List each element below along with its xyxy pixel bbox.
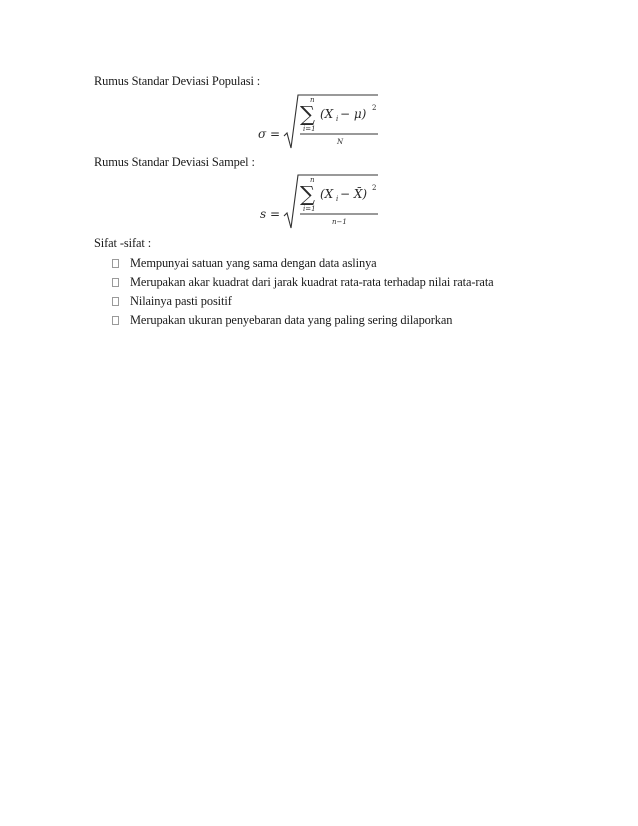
sample-heading: Rumus Standar Deviasi Sampel : (94, 155, 255, 169)
list-item-text: Nilainya pasti positif (130, 294, 232, 308)
sample-formula-term: (X (320, 187, 334, 201)
population-formula-lower-limit: i=1 (303, 125, 316, 133)
population-formula-denominator: N (337, 138, 344, 146)
sample-formula-power: 2 (372, 184, 377, 192)
population-formula-term-rest: − μ) (340, 107, 367, 121)
checkbox-bullet-icon (112, 297, 119, 306)
population-formula (258, 92, 383, 152)
checkbox-bullet-icon (112, 278, 119, 287)
list-item-text: Merupakan akar kuadrat dari jarak kuadrat rata-rata terhadap nilai rata-rata (130, 275, 494, 289)
checkbox-bullet-icon (112, 259, 119, 268)
sample-formula-lower-limit: i=1 (303, 205, 316, 213)
population-formula-subscript: i (336, 115, 339, 123)
sample-formula-lhs: s = (260, 207, 281, 221)
population-formula-lhs: σ = (258, 127, 281, 141)
population-formula-term: (X (320, 107, 334, 121)
population-heading: Rumus Standar Deviasi Populasi : (94, 74, 261, 88)
checkbox-bullet-icon (112, 316, 119, 325)
sample-formula-sigma: ∑ (300, 182, 315, 206)
sample-formula-radical (284, 175, 378, 228)
population-formula-upper-limit: n (310, 96, 315, 104)
population-formula-sigma: ∑ (300, 102, 315, 126)
population-formula-radical (284, 95, 378, 148)
sample-formula-subscript: i (336, 195, 339, 203)
properties-heading: Sifat -sifat : (94, 236, 152, 250)
sample-formula-denominator: n−1 (332, 218, 347, 226)
list-item-text: Merupakan ukuran penyebaran data yang paling sering dilaporkan (130, 313, 453, 327)
list-item-text: Mempunyai satuan yang sama dengan data aslinya (130, 256, 377, 270)
population-formula-power: 2 (372, 104, 377, 112)
sample-formula (258, 172, 383, 232)
sample-formula-upper-limit: n (310, 176, 315, 184)
sample-formula-term-rest: − X̄) (340, 187, 368, 201)
